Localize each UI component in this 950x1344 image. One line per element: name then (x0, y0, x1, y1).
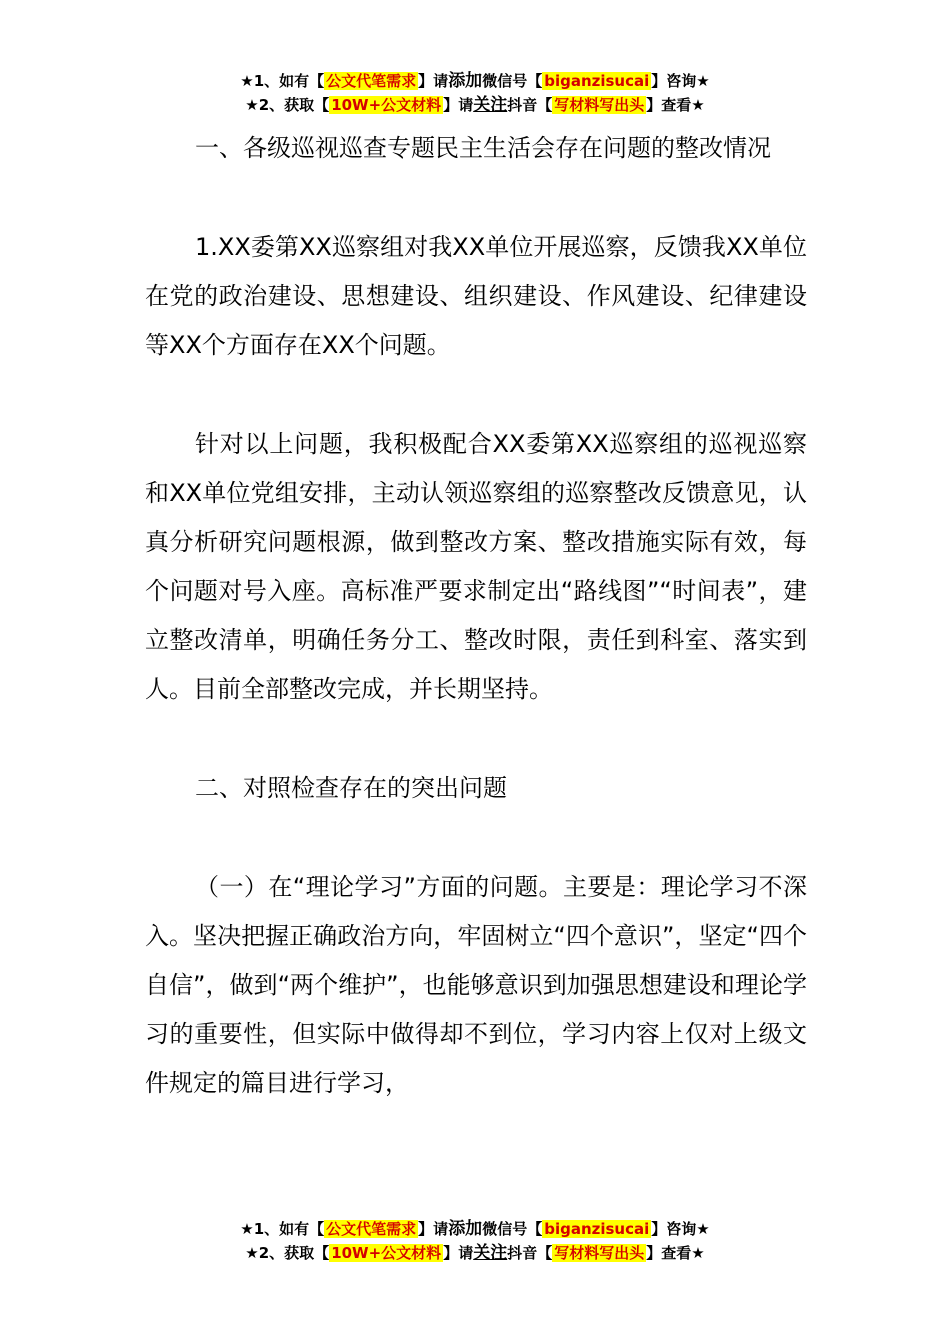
footer-banner-line-2 (0, 1242, 950, 1264)
banner-text: 】请 (418, 1220, 449, 1238)
banner-douyin-id: 写材料写出头 (554, 96, 645, 114)
banner-text: ★2、获取【 (245, 96, 330, 114)
banner-emphasis: 关注 (473, 95, 508, 115)
banner-text: 微信号【 (482, 72, 543, 90)
banner-text: ★2、获取【 (245, 1244, 330, 1262)
paragraph-1: 1.XX委第XX巡察组对我XX单位开展巡察，反馈我XX单位在党的政治建设、思想建设、组织建设、作风建设、纪律建设等XX个方面存在XX个问题。 (145, 233, 807, 359)
footer-banner-line-1 (0, 1218, 950, 1240)
banner-text: 】查看★ (646, 1244, 705, 1262)
banner-emphasis: 关注 (473, 1243, 508, 1263)
banner-highlight: 10W+公文材料 (331, 1244, 442, 1262)
banner-text: 抖音【 (507, 1244, 553, 1262)
banner-text: 】请 (418, 72, 449, 90)
banner-text: 】请 (443, 96, 474, 114)
banner-text: ★1、如有【 (240, 1220, 325, 1238)
banner-text: 】咨询★ (651, 1220, 710, 1238)
header-banner-line-1 (0, 70, 950, 92)
banner-highlight: 公文代笔需求 (326, 1220, 417, 1238)
banner-text: 】咨询★ (651, 72, 710, 90)
banner-wechat-id: biganzisucai (544, 72, 650, 90)
banner-wechat-id: biganzisucai (544, 1220, 650, 1238)
banner-emphasis: 添加 (448, 71, 483, 91)
header-banner-line-2 (0, 94, 950, 116)
banner-text: 微信号【 (482, 1220, 543, 1238)
document-body (145, 124, 807, 1108)
banner-emphasis: 添加 (448, 1219, 483, 1239)
banner-text: 】请 (443, 1244, 474, 1262)
section-heading-1: 一、各级巡视巡查专题民主生活会存在问题的整改情况 (195, 134, 771, 162)
banner-text: 】查看★ (646, 96, 705, 114)
paragraph-2: 针对以上问题，我积极配合XX委第XX巡察组的巡视巡察和XX单位党组安排，主动认领巡察组的巡察整改反馈意见，认真分析研究问题根源，做到整改方案、整改措施实际有效，每个问题对号入座。高标准严要求制定出“路线图”“时间表”，建立整改清单，明确任务分工、整改时限，责任到科室、落实到人。目前全部整改完成，并长期坚持。 (145, 430, 807, 703)
banner-text: ★1、如有【 (240, 72, 325, 90)
banner-douyin-id: 写材料写出头 (554, 1244, 645, 1262)
paragraph-3: （一）在“理论学习”方面的问题。主要是：理论学习不深入。坚决把握正确政治方向，牢固树立“四个意识”，坚定“四个自信”，做到“两个维护”，也能够意识到加强思想建设和理论学习的重要性，但实际中做得却不到位，学习内容上仅对上级文件规定的篇目进行学习， (145, 873, 807, 1097)
banner-highlight: 公文代笔需求 (326, 72, 417, 90)
section-heading-2: 二、对照检查存在的突出问题 (195, 774, 507, 802)
banner-highlight: 10W+公文材料 (331, 96, 442, 114)
banner-text: 抖音【 (507, 96, 553, 114)
